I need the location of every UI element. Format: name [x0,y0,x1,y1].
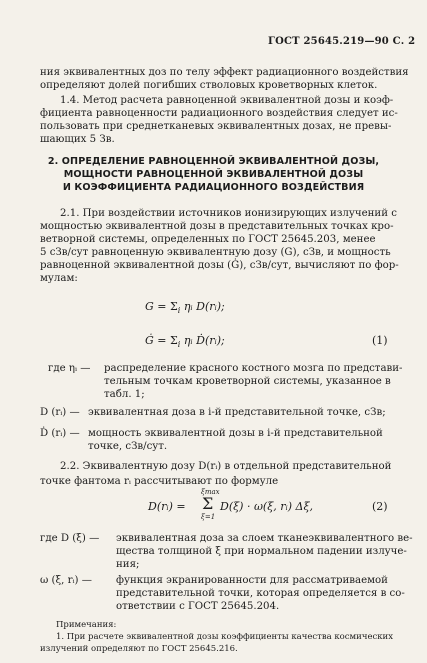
text-line: табл. 1; [104,389,145,400]
text-line: точке, сЗв/сут. [88,441,168,452]
text-line: мулам: [40,273,78,284]
formula-g [145,300,225,315]
where-label: ω (ξ, rᵢ) — [40,575,92,586]
text-line: ответствии с ГОСТ 25645.204. [116,601,280,612]
sum-index: i [177,340,181,350]
text-line: ния; [116,559,140,570]
equation-number: (2) [372,500,388,513]
text-line: распределение красного костного мозга по представи- [104,363,403,374]
text-line: точке фантома rᵢ рассчитывают по формуле [40,476,279,487]
formula-lhs: G = [145,300,170,313]
text-line: мощность эквивалентной дозы в i-й представительной [88,428,383,439]
text-line: ния эквивалентных доз по телу эффект радиационного воздействия [40,67,409,78]
text-line: 1.4. Метод расчета равноценной эквивалентной дозы и коэф- [60,95,394,106]
text-line: 2.2. Эквивалентную дозу D(rᵢ) в отдельной представительной [60,461,392,472]
section-title: 2. ОПРЕДЕЛЕНИЕ РАВНОЦЕННОЙ ЭКВИВАЛЕНТНОЙ ДОЗЫ, [47,156,380,167]
text-line: 2.1. При воздействии источников ионизирующих излучений с [60,208,397,219]
formula-rhs: ηᵢ Ḋ(rᵢ); [183,334,225,347]
text-line: эквивалентная доза в i-й представительной точке, сЗв; [88,407,386,418]
section-title: И КОЭФФИЦИЕНТА РАДИАЦИОННОГО ВОЗДЕЙСТВИЯ [62,182,365,193]
text-line: равноценной эквивалентной дозы (Ġ), сЗв/сут, вычисляют по фор- [40,260,399,271]
text-line: 5 сЗв/сут равноценную эквивалентную дозу (G), сЗв, и мощность [40,247,391,258]
text-line: шающих 5 Зв. [40,134,115,145]
equation-number: (1) [372,334,388,347]
where-label: где ηᵢ — [48,363,91,374]
text-line: тельным точкам кроветворной системы, указанное в [104,376,391,387]
text-line: определяют долей погибших стволовых кроветворных клеток. [40,80,378,91]
where-label: Ḋ (rᵢ) — [40,428,80,439]
text-line: представительной точки, которая определяется в со- [116,588,405,599]
text-line: мощностью эквивалентной дозы в представительных точках кро- [40,221,394,232]
sum-symbol: Σ [170,334,178,347]
sum-index: i [177,306,181,316]
formula-g-dot [145,334,225,349]
sum-lower-limit: ξ=1 [201,513,216,521]
sum-upper-limit: ξmax [201,488,220,496]
text-line: щества толщиной ξ при нормальном падении излуче- [116,546,407,557]
page-header: ГОСТ 25645.219—90 С. 2 [268,36,416,47]
text-line: эквивалентная доза за слоем тканеэквивалентного ве- [116,533,413,544]
formula-lhs: Ġ = [145,334,170,347]
sum-symbol: Σ [202,494,214,513]
formula-lhs: D(rᵢ) = [148,500,186,513]
where-label: D (rᵢ) — [40,407,80,418]
formula-rhs: ηᵢ D(rᵢ); [183,300,225,313]
text-line: фициента равноценности радиационного воздействия следует ис- [40,108,398,119]
notes-heading: Примечания: [56,620,117,630]
sum-symbol: Σ [170,300,178,313]
note-line: 1. При расчете эквивалентной дозы коэффициенты качества космических [56,632,394,642]
where-label: где D (ξ) — [40,533,100,544]
section-title: МОЩНОСТИ РАВНОЦЕННОЙ ЭКВИВАЛЕНТНОЙ ДОЗЫ [63,169,364,180]
formula-rhs: D(ξ) · ω(ξ, rᵢ) Δξ, [220,500,314,513]
note-line: излучений определяют по ГОСТ 25645.216. [40,644,238,654]
text-line: пользовать при среднетканевых эквивалентных дозах, не превы- [40,121,392,132]
text-line: функция экранированности для рассматриваемой [116,575,388,586]
formula-dose [148,500,186,513]
text-line: ветворной системы, определенных по ГОСТ 25645.203, менее [40,234,376,245]
